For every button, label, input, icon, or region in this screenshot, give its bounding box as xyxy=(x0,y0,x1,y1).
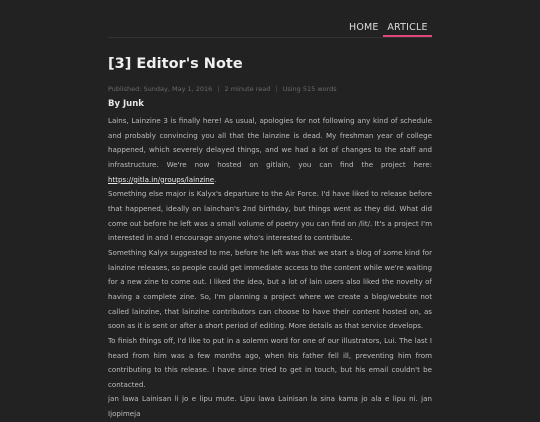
paragraph: Something Kalyx suggested to me, before he left was that we start a blog of some kind for lainzine releases, so people could get immediate access to the content while we're waiting for a new zine to come out. I liked the idea, but a lot of lain users also liked the novelty of having a complete zine. So, I'm planning a project where we create a blog/website not called lainzine, that lainzine contributors can choose to have their content hosted on, as soon as it is sent or after a short period of editing. More details as that service develops. xyxy=(108,247,432,331)
paragraph-text: . xyxy=(214,174,217,184)
gitlain-project-link[interactable]: https://gitla.in/groups/lainzine xyxy=(108,174,215,184)
article-title: [3] Editor's Note xyxy=(108,56,243,72)
article-body xyxy=(108,114,432,422)
paragraph xyxy=(108,114,432,187)
meta-separator: | xyxy=(217,85,220,93)
read-time: 2 minute read xyxy=(224,85,271,93)
nav-home-link[interactable]: HOME xyxy=(349,22,379,33)
nav-divider xyxy=(108,37,432,38)
article-meta xyxy=(108,85,337,93)
word-count: Using 515 words xyxy=(282,85,337,93)
paragraph-text: Lains, Lainzine 3 is finally here! As usual, apologies for not following any kind of schedule and probably convincing you all that the lainzine is dead. My freshman year of college happened, which severely delayed things, and we had a lot of changes to the staff and infrastructure. We're now hosted on gitlain, you can find the project here: xyxy=(108,116,432,169)
paragraph: Something else major is Kalyx's departure to the Air Force. I'd have liked to release before that happened, ideally on lainchan's 2nd birthday, but things went as they did. What did come out before he left was a small volume of poetry you can find on /lit/. It's a project I'm interested in and I encourage anyone who's interested to contribute. xyxy=(108,189,432,243)
meta-separator: | xyxy=(275,85,278,93)
paragraph: jan lawa Lainisan li jo e lipu mute. Lipu lawa Lainisan la sina kama jo ala e lipu ni. jan Ijopimeja xyxy=(108,394,432,419)
published-date: Published: Sunday, May 1, 2016 xyxy=(108,85,213,93)
article-byline: By Junk xyxy=(108,99,144,109)
nav-article-link[interactable]: ARTICLE xyxy=(387,22,428,33)
paragraph: To finish things off, I'd like to put in a solemn word for one of our illustrators, Lui. The last I heard from him was a few months ago, when his father fell ill, preventing him from contributing to this release. I have since tried to get in touch, but his email couldn't be contacted. xyxy=(108,335,432,389)
top-navigation xyxy=(0,0,540,40)
